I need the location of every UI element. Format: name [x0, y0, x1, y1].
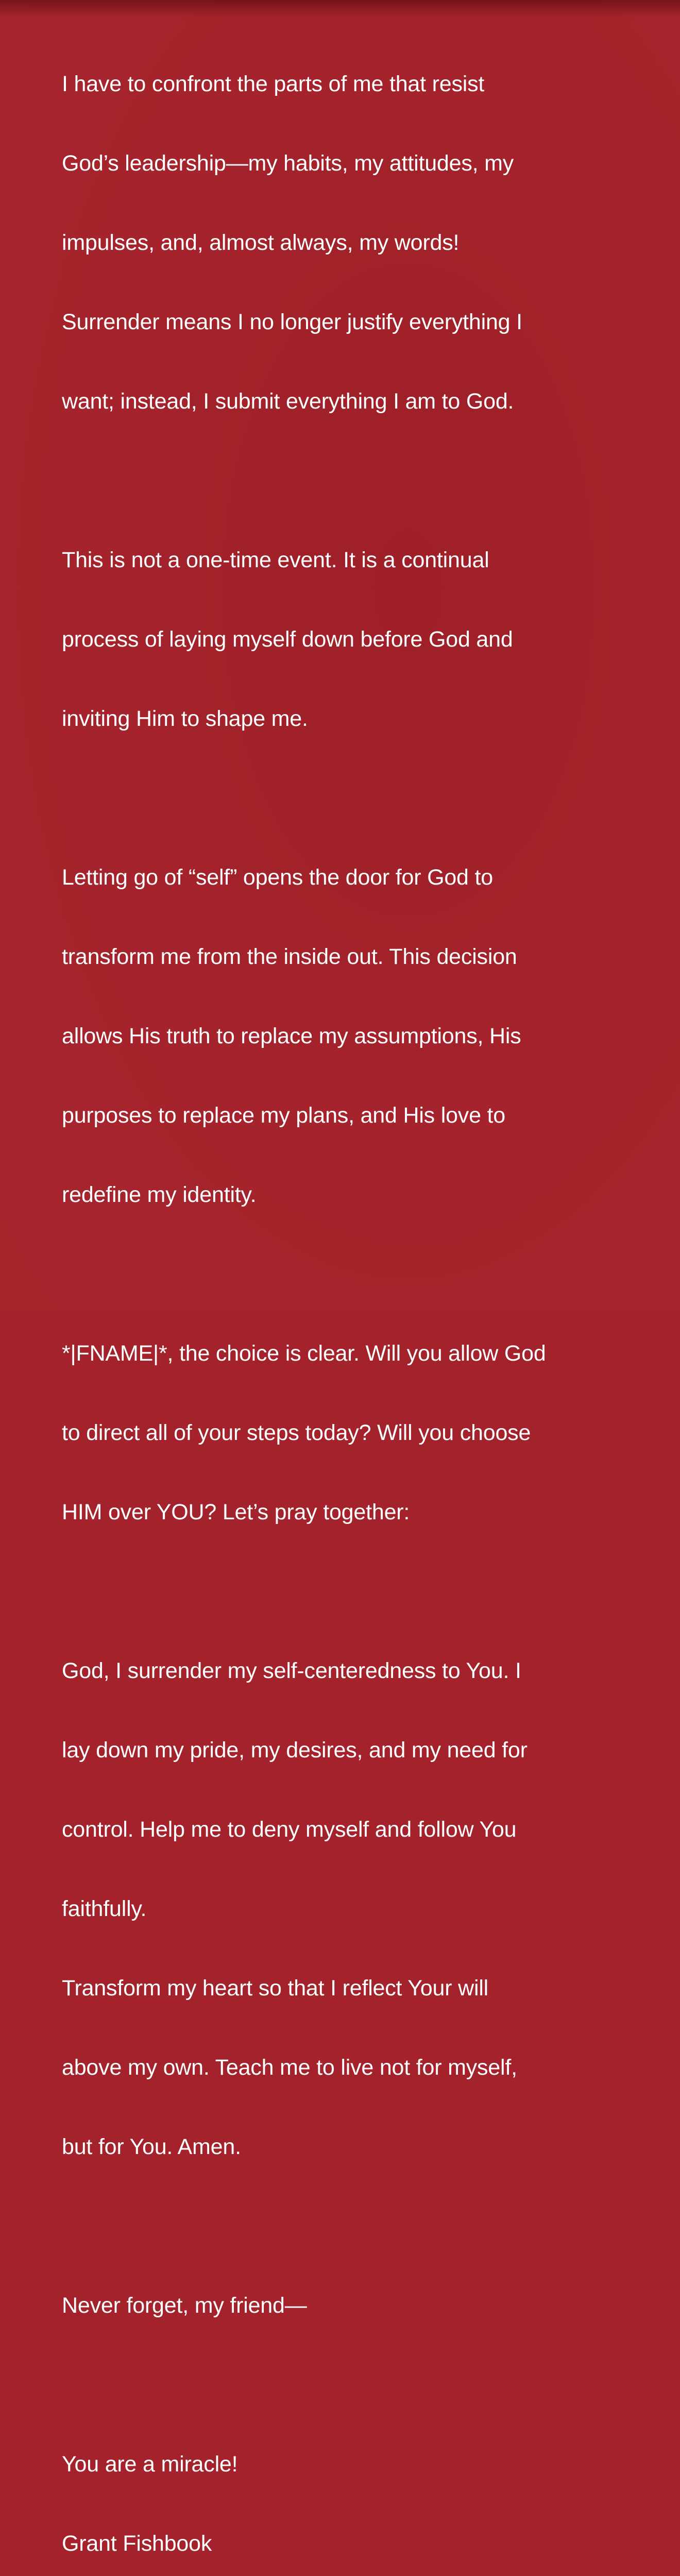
- paragraph-never-forget: [62, 2246, 639, 2365]
- paragraph-surrender: [62, 25, 639, 461]
- text-line: inviting Him to shape me.: [62, 706, 308, 731]
- text-line: redefine my identity.: [62, 1182, 257, 1207]
- text-line: lay down my pride, my desires, and my need for: [62, 1738, 528, 1762]
- signature-block: [62, 2405, 639, 2576]
- text-line: This is not a one-time event. It is a continual: [62, 548, 489, 572]
- paragraph-choice: [62, 1294, 639, 1572]
- text-line: want; instead, I submit everything I am to God.: [62, 389, 514, 414]
- text-line: Never forget, my friend—: [62, 2293, 307, 2318]
- text-line: God, I surrender my self-centeredness to You. I: [62, 1658, 521, 1683]
- text-line: control. Help me to deny myself and follow You: [62, 1817, 517, 1842]
- text-line: Transform my heart so that I reflect Your will: [62, 1976, 489, 2001]
- paragraph-prayer: [62, 1612, 639, 2207]
- text-line: God’s leadership—my habits, my attitudes, my: [62, 151, 514, 176]
- text-line: allows His truth to replace my assumptions, His: [62, 1024, 521, 1048]
- text-line: above my own. Teach me to live not for myself,: [62, 2055, 517, 2080]
- text-line: faithfully.: [62, 1896, 147, 1921]
- text-line: impulses, and, almost always, my words!: [62, 230, 460, 255]
- top-shadow: [0, 0, 680, 18]
- closing-line: You are a miracle!: [62, 2452, 238, 2477]
- paragraph-continual-process: [62, 501, 639, 778]
- text-line: Letting go of “self” opens the door for God to: [62, 865, 493, 890]
- text-line: to direct all of your steps today? Will you choose: [62, 1420, 531, 1445]
- text-line: *|FNAME|*, the choice is clear. Will you allow God: [62, 1341, 546, 1366]
- text-line: process of laying myself down before God and: [62, 627, 513, 652]
- text-line: Surrender means I no longer justify everything I: [62, 310, 522, 334]
- email-body: [62, 25, 639, 2576]
- text-line: but for You. Amen.: [62, 2134, 241, 2159]
- text-line: transform me from the inside out. This decision: [62, 944, 517, 969]
- paragraph-letting-go: [62, 818, 639, 1255]
- text-line: purposes to replace my plans, and His love to: [62, 1103, 506, 1128]
- signature-name: Grant Fishbook: [62, 2531, 212, 2556]
- text-line: HIM over YOU? Let’s pray together:: [62, 1500, 410, 1524]
- text-line: I have to confront the parts of me that resist: [62, 72, 485, 96]
